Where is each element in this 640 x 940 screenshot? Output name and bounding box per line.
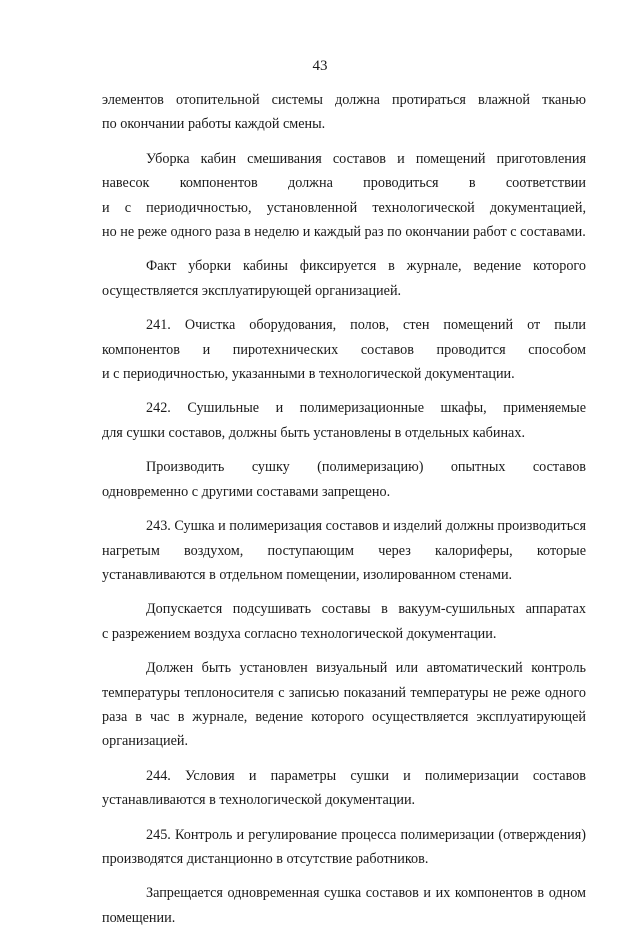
paragraph <box>102 881 586 930</box>
paragraph-line: организацией. <box>102 733 189 750</box>
paragraph-line: но не реже одного раза в неделю и каждый раз по окончании работ с составами. <box>102 224 586 241</box>
paragraph-line: Допускается подсушивать составы в вакуум-сушильных аппаратах <box>146 601 586 618</box>
paragraph-line: элементов отопительной системы должна протираться влажной тканью <box>102 92 586 108</box>
paragraph-line: устанавливаются в отдельном помещении, изолированном стенами. <box>102 566 513 583</box>
paragraph-line: 242. Сушильные и полимеризационные шкафы, применяемые <box>146 400 586 417</box>
paragraph-line: осуществляется эксплуатирующей организацией. <box>102 282 402 299</box>
paragraph-line: температуры теплоносителя с записью показаний температуры не реже одного <box>102 684 586 701</box>
paragraph <box>102 514 586 587</box>
paragraph-line: с разрежением воздуха согласно технологической документации. <box>102 625 497 642</box>
paragraph <box>102 254 586 303</box>
paragraph-line: нагретым воздухом, поступающим через калориферы, которые <box>102 542 586 559</box>
paragraph <box>102 455 586 504</box>
paragraph-line: 243. Сушка и полимеризация составов и изделий должны производиться <box>146 518 586 535</box>
paragraph-line: устанавливаются в технологической документации. <box>102 792 416 809</box>
paragraph <box>102 597 586 646</box>
paragraph-line: раза в час в журнале, ведение которого осуществляется эксплуатирующей <box>102 708 586 725</box>
paragraph-line: навесок компонентов должна проводиться в соответствии <box>102 175 586 192</box>
paragraph-line: помещении. <box>102 909 176 926</box>
paragraph-line: Факт уборки кабины фиксируется в журнале, ведение которого <box>146 258 586 275</box>
paragraph-line: производятся дистанционно в отсутствие работников. <box>102 850 429 867</box>
paragraph-line: и с периодичностью, установленной технологической документацией, <box>102 199 586 216</box>
paragraph-line: Запрещается одновременная сушка составов и их компонентов в одном <box>146 885 586 902</box>
paragraph-line: Должен быть установлен визуальный или автоматический контроль <box>146 660 586 677</box>
document-body <box>102 88 586 940</box>
paragraph-line: Производить сушку (полимеризацию) опытных составов <box>146 459 586 476</box>
paragraph <box>102 147 586 245</box>
page-number: 43 <box>312 58 328 74</box>
paragraph <box>102 823 586 872</box>
paragraph-line: 241. Очистка оборудования, полов, стен помещений от пыли <box>146 317 586 334</box>
paragraph-line: и с периодичностью, указанными в технологической документации. <box>102 366 515 383</box>
paragraph <box>102 396 586 445</box>
paragraph-line: 245. Контроль и регулирование процесса полимеризации (отверждения) <box>146 826 586 843</box>
paragraph-line: 244. Условия и параметры сушки и полимеризации составов <box>146 767 586 784</box>
paragraph <box>102 88 586 137</box>
paragraph-line: для сушки составов, должны быть установлены в отдельных кабинах. <box>102 424 525 441</box>
paragraph <box>102 313 586 386</box>
paragraph-line: Уборка кабин смешивания составов и помещений приготовления <box>146 150 586 167</box>
paragraph-line: по окончании работы каждой смены. <box>102 116 326 133</box>
paragraph <box>102 656 586 754</box>
paragraph <box>102 764 586 813</box>
paragraph-line: компонентов и пиротехнических составов проводится способом <box>102 341 586 358</box>
paragraph-line: одновременно с другими составами запрещено. <box>102 483 391 500</box>
